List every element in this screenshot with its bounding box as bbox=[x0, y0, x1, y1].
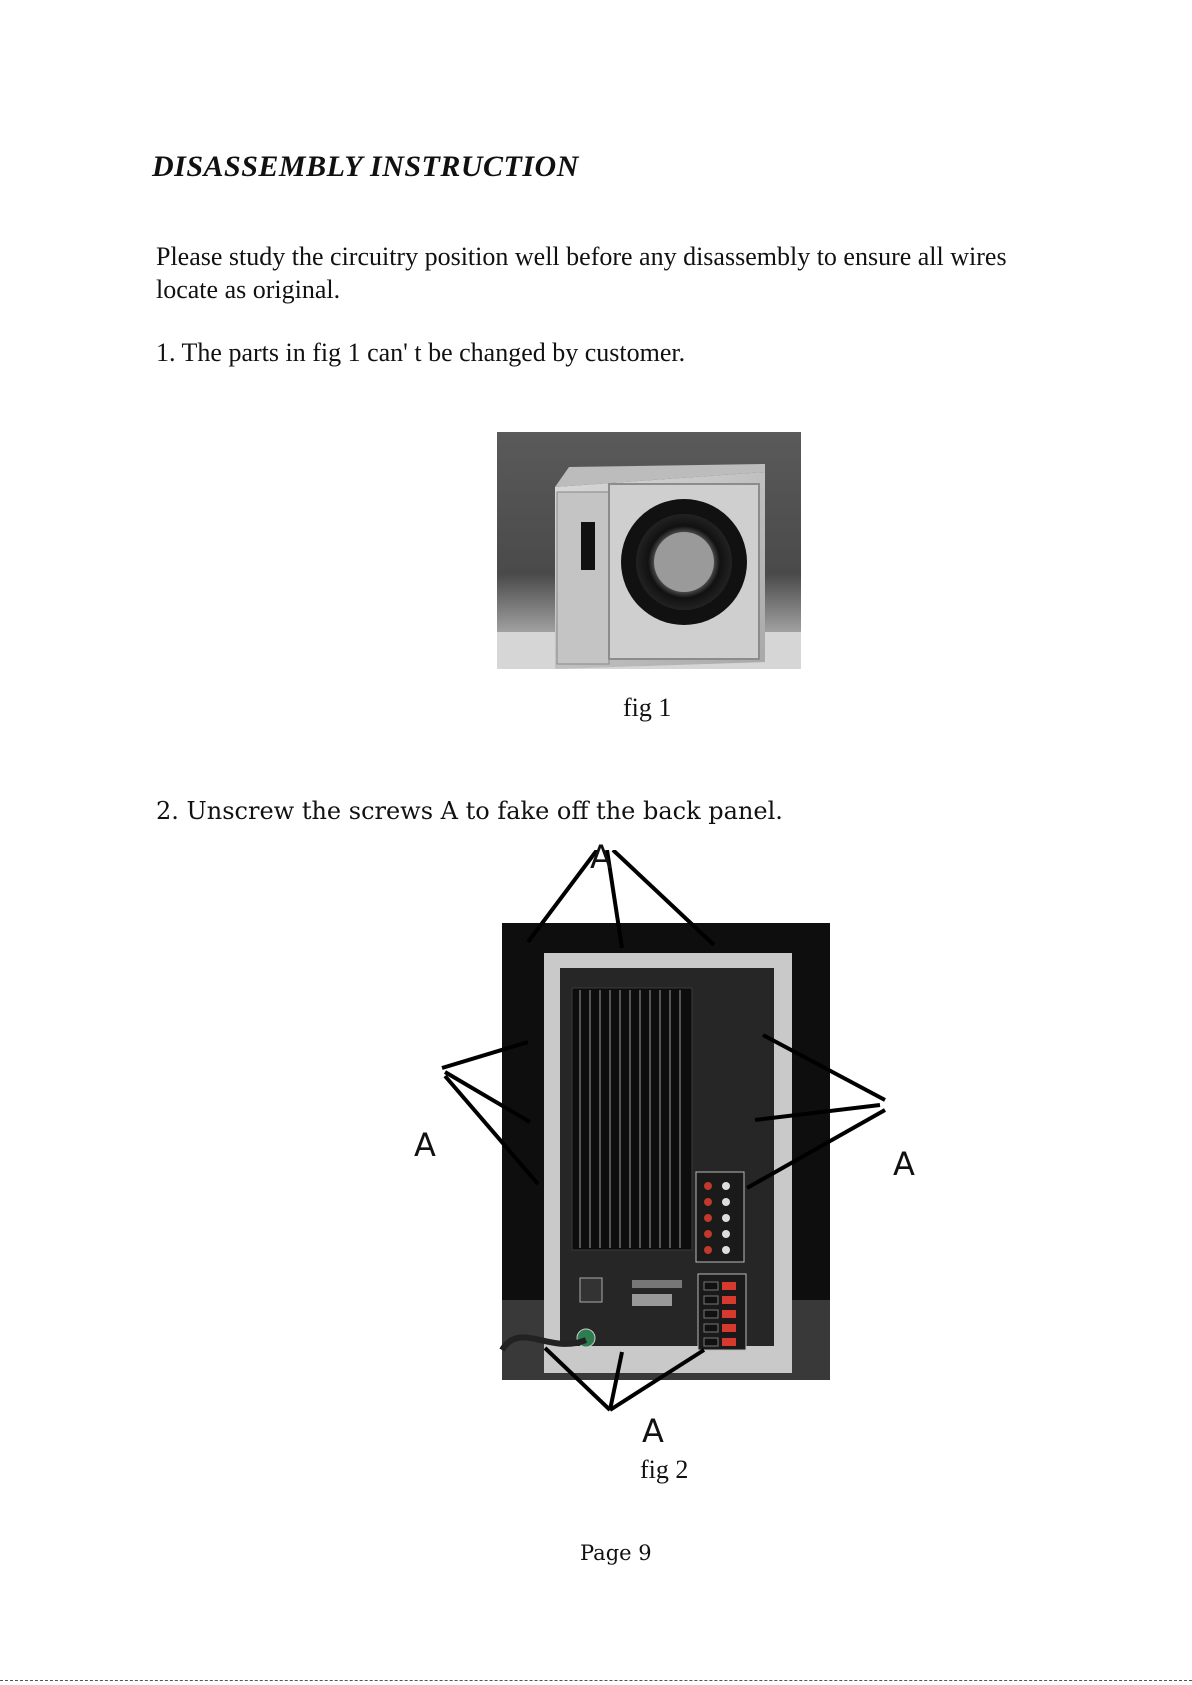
page-bottom-rule bbox=[0, 1680, 1192, 1681]
figure-2-diagram bbox=[400, 850, 940, 1450]
intro-paragraph: Please study the circuitry position well before any disassembly to ensure all wires locate as original. bbox=[156, 242, 1007, 304]
callout-label-bottom: A bbox=[642, 1412, 664, 1450]
figure-2-caption: fig 2 bbox=[640, 1455, 689, 1484]
callout-label-top: A bbox=[590, 838, 612, 876]
callout-label-right: A bbox=[893, 1145, 915, 1183]
figure-2-photo bbox=[502, 923, 830, 1380]
page-number: Page 9 bbox=[580, 1541, 652, 1565]
callout-label-left: A bbox=[414, 1126, 436, 1164]
step-1-text: 1. The parts in fig 1 can' t be changed by customer. bbox=[156, 338, 686, 367]
step-2-text: 2. Unscrew the screws A to fake off the back panel. bbox=[156, 797, 783, 825]
page-title: DISASSEMBLY INSTRUCTION bbox=[152, 150, 579, 183]
figure-1-caption: fig 1 bbox=[623, 693, 672, 722]
figure-1-photo bbox=[497, 432, 801, 669]
